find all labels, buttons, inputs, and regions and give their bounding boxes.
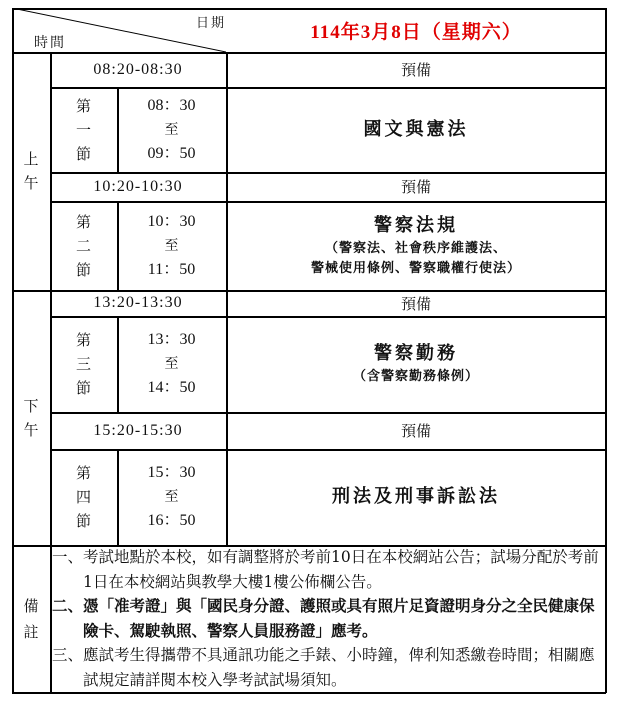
period-label [50, 87, 117, 172]
section-char: 午 [23, 174, 39, 192]
period-char: 第 [75, 464, 91, 482]
remark-item [52, 545, 606, 594]
section-char: 下 [23, 396, 39, 415]
end-time: 14：50 [147, 379, 196, 396]
period-char: 二 [75, 236, 91, 255]
remark-item [52, 594, 606, 643]
period-label [50, 316, 117, 412]
remarks-char: 註 [23, 623, 39, 641]
remarks-list [52, 545, 606, 692]
end-time: 11：50 [147, 260, 196, 278]
prep-label: 預備 [400, 294, 431, 313]
remarks-char: 備 [23, 597, 39, 615]
period-char: 節 [75, 512, 91, 530]
section-morning [12, 52, 50, 290]
time-separator: 至 [164, 237, 179, 254]
period-time [117, 87, 226, 172]
remark-text: 憑「准考證」與「國民身分證、護照或具有照片足資證明身分之全民健康保險卡、駕駛執照、警察人員服務證」應考。 [83, 596, 595, 640]
subject-note: （警察法、社會秩序維護法、 [324, 240, 507, 256]
prep-time: 10:20-10:30 [93, 177, 183, 195]
prep-label: 預備 [400, 178, 431, 196]
subject-note: （含警察勤務條例） [352, 369, 479, 384]
subject-title: 刑法及刑事訴訟法 [332, 486, 500, 507]
period-char: 第 [75, 212, 91, 231]
period-char: 節 [75, 144, 91, 163]
subject-cell [226, 449, 606, 545]
prep-time: 08:20-08:30 [93, 60, 183, 78]
start-time: 10：30 [147, 212, 196, 230]
period-label [50, 449, 117, 545]
period-char: 節 [75, 260, 91, 279]
start-time: 08：30 [147, 96, 196, 114]
remark-text: 應試考生得攜帶不具通訊功能之手錶、小時鐘，俾利知悉繳卷時間；相關應試規定請詳閱本校入學考試試場須知。 [83, 646, 595, 689]
remark-text: 考試地點於本校，如有調整將於考前10日在本校網站公告；試場分配於考前1日在本校網站與教學大樓1樓公佈欄公告。 [83, 548, 599, 591]
corner-header [12, 8, 226, 52]
remarks-label [12, 545, 50, 693]
subject-title: 國文與憲法 [363, 118, 469, 140]
exam-schedule-table [12, 8, 606, 693]
period-label [50, 201, 117, 290]
remark-index: 三、 [52, 646, 84, 664]
section-char: 上 [23, 150, 39, 168]
end-time: 16：50 [147, 512, 196, 529]
exam-date: 114年3月8日（星期六） [310, 21, 522, 43]
date-axis-label: 日期 [195, 16, 226, 31]
subject-title: 警察勤務 [374, 343, 458, 364]
subject-cell [226, 87, 606, 172]
period-char: 第 [75, 96, 91, 115]
border-bottom [12, 692, 606, 694]
start-time: 15：30 [147, 464, 196, 481]
remark-index: 二、 [52, 596, 84, 615]
period-time [117, 449, 226, 545]
prep-label: 預備 [400, 61, 431, 79]
period-char: 三 [75, 355, 91, 373]
remark-index: 一、 [52, 548, 84, 566]
period-char: 四 [75, 488, 91, 506]
period-char: 節 [75, 379, 91, 397]
subject-cell [226, 316, 606, 412]
period-char: 一 [75, 120, 91, 139]
time-separator: 至 [164, 121, 179, 138]
prep-time: 13:20-13:30 [93, 294, 183, 311]
section-afternoon [12, 290, 50, 545]
time-axis-label: 時間 [34, 35, 66, 51]
prep-label: 預備 [400, 422, 431, 440]
time-separator: 至 [164, 356, 179, 372]
remark-item [52, 643, 606, 692]
section-char: 午 [23, 420, 39, 439]
time-separator: 至 [164, 489, 179, 505]
subject-cell [226, 201, 606, 290]
prep-time: 15:20-15:30 [93, 421, 183, 439]
period-time [117, 316, 226, 412]
end-time: 09：50 [147, 144, 196, 162]
period-time [117, 201, 226, 290]
period-char: 第 [75, 331, 91, 349]
subject-title: 警察法規 [374, 214, 458, 236]
subject-note: 警械使用條例、警察職權行使法） [310, 260, 521, 276]
start-time: 13：30 [147, 331, 196, 348]
